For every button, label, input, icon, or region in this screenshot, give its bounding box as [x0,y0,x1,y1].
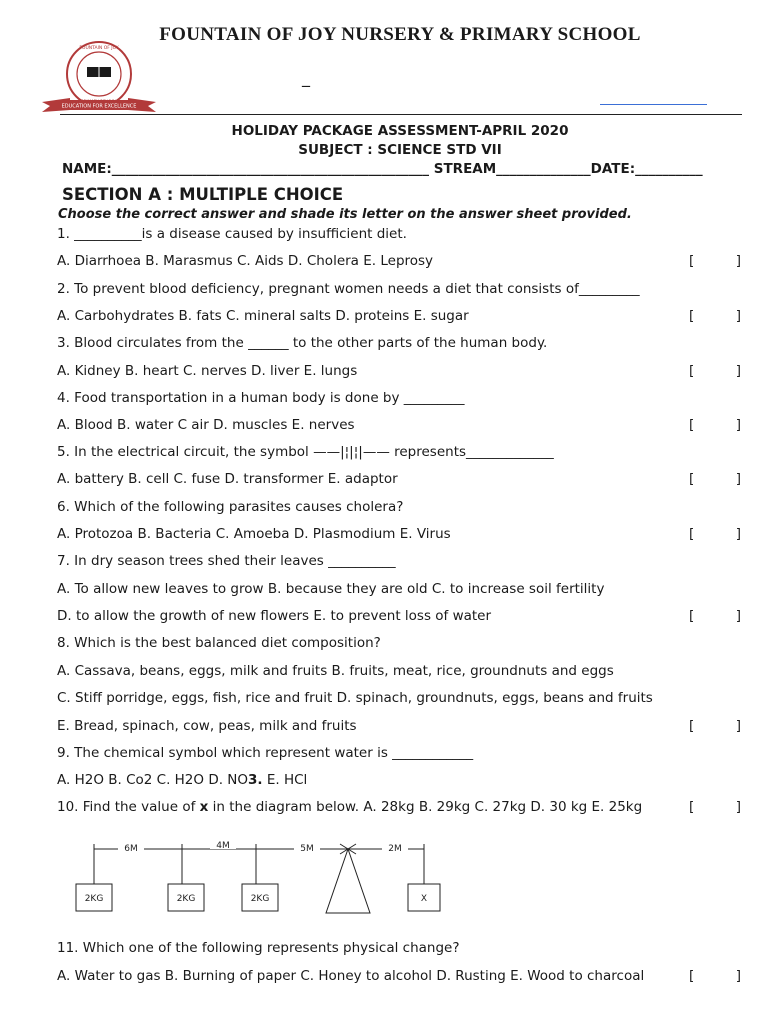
header-dash: _ [302,68,310,87]
logo-top-text: FOUNTAIN OF JOY [79,46,119,51]
question-1: 1. __________is a disease caused by insufficient diet. [57,226,407,242]
distance-label-4: 2M [388,844,402,854]
answer-bracket-4: [ ] [689,417,741,433]
blue-underline [600,104,707,105]
logo-banner-text: EDUCATION FOR EXCELLENCE [61,103,137,110]
question-11: 11. Which one of the following represents physical change? [57,940,460,956]
logo-bottom-text: PRIMARY SCHOOL [81,99,117,104]
options-11: A. Water to gas B. Burning of paper C. Honey to alcohol D. Rusting E. Wood to charcoal [57,968,645,984]
options-1: A. Diarrhoea B. Marasmus C. Aids D. Cholera E. Leprosy [57,253,434,269]
question-4: 4. Food transportation in a human body is done by _________ [57,390,465,406]
answer-bracket-3: [ ] [689,363,741,379]
school-logo [40,40,158,118]
answer-bracket-2: [ ] [689,308,741,324]
question-3: 3. Blood circulates from the ______ to the other parts of the human body. [57,335,548,351]
question-7: 7. In dry season trees shed their leaves __________ [57,553,396,569]
options-5: A. battery B. cell C. fuse D. transformer E. adaptor [57,471,398,487]
answer-bracket-1: [ ] [689,253,741,269]
options-7b: D. to allow the growth of new flowers E. to prevent loss of water [57,608,492,624]
question-8: 8. Which is the best balanced diet composition? [57,635,381,651]
answer-bracket-6: [ ] [689,526,741,542]
question-10: 10. Find the value of x in the diagram below. A. 28kg B. 29kg C. 27kg D. 30 kg E. 25kg [57,799,643,815]
question-2: 2. To prevent blood deficiency, pregnant women needs a diet that consists of_________ [57,281,640,297]
mass-label-x: X [420,894,428,904]
options-4: A. Blood B. water C air D. muscles E. nerves [57,417,355,433]
section-instruction: Choose the correct answer and shade its letter on the answer sheet provided. [58,207,632,222]
options-8a: A. Cassava, beans, eggs, milk and fruits B. fruits, meat, rice, groundnuts and eggs [57,663,614,679]
options-8c: E. Bread, spinach, cow, peas, milk and fruits [57,718,357,734]
question-5: 5. In the electrical circuit, the symbol ——|¦|¦|—— represents_____________ [57,444,554,460]
distance-label-1: 6M [124,844,138,854]
mass-label-1: 2KG [84,894,104,904]
options-6: A. Protozoa B. Bacteria C. Amoeba D. Plasmodium E. Virus [57,526,451,542]
exam-subject: SUBJECT : SCIENCE STD VII [298,142,502,158]
options-2: A. Carbohydrates B. fats C. mineral salts D. proteins E. sugar [57,308,469,324]
options-9: A. H2O B. Co2 C. H2O D. NO3. E. HCl [57,772,308,788]
answer-bracket-7: [ ] [689,608,741,624]
answer-bracket-5: [ ] [689,471,741,487]
options-3: A. Kidney B. heart C. nerves D. liver E. lungs [57,363,358,379]
section-heading: SECTION A : MULTIPLE CHOICE [62,185,344,204]
answer-bracket-11: [ ] [689,968,741,984]
question-6: 6. Which of the following parasites causes cholera? [57,499,404,515]
name-stream-date-line: NAME:_______________________________________________ STREAM______________DATE:__________ [62,161,703,177]
options-7a: A. To allow new leaves to grow B. because they are old C. to increase soil fertility [57,581,605,597]
distance-label-2: 4M [216,841,230,851]
mass-label-2: 2KG [176,894,196,904]
mass-label-3: 2KG [250,894,270,904]
school-name: FOUNTAIN OF JOY NURSERY & PRIMARY SCHOOL [159,24,641,45]
lever-diagram [70,836,450,931]
header-divider [60,114,742,115]
options-8b: C. Stiff porridge, eggs, fish, rice and fruit D. spinach, groundnuts, eggs, beans and fruits [57,690,653,706]
distance-label-3: 5M [300,844,314,854]
question-9: 9. The chemical symbol which represent water is ____________ [57,745,474,761]
answer-bracket-8: [ ] [689,718,741,734]
exam-title: HOLIDAY PACKAGE ASSESSMENT-APRIL 2020 [231,123,569,139]
answer-bracket-10: [ ] [689,799,741,815]
